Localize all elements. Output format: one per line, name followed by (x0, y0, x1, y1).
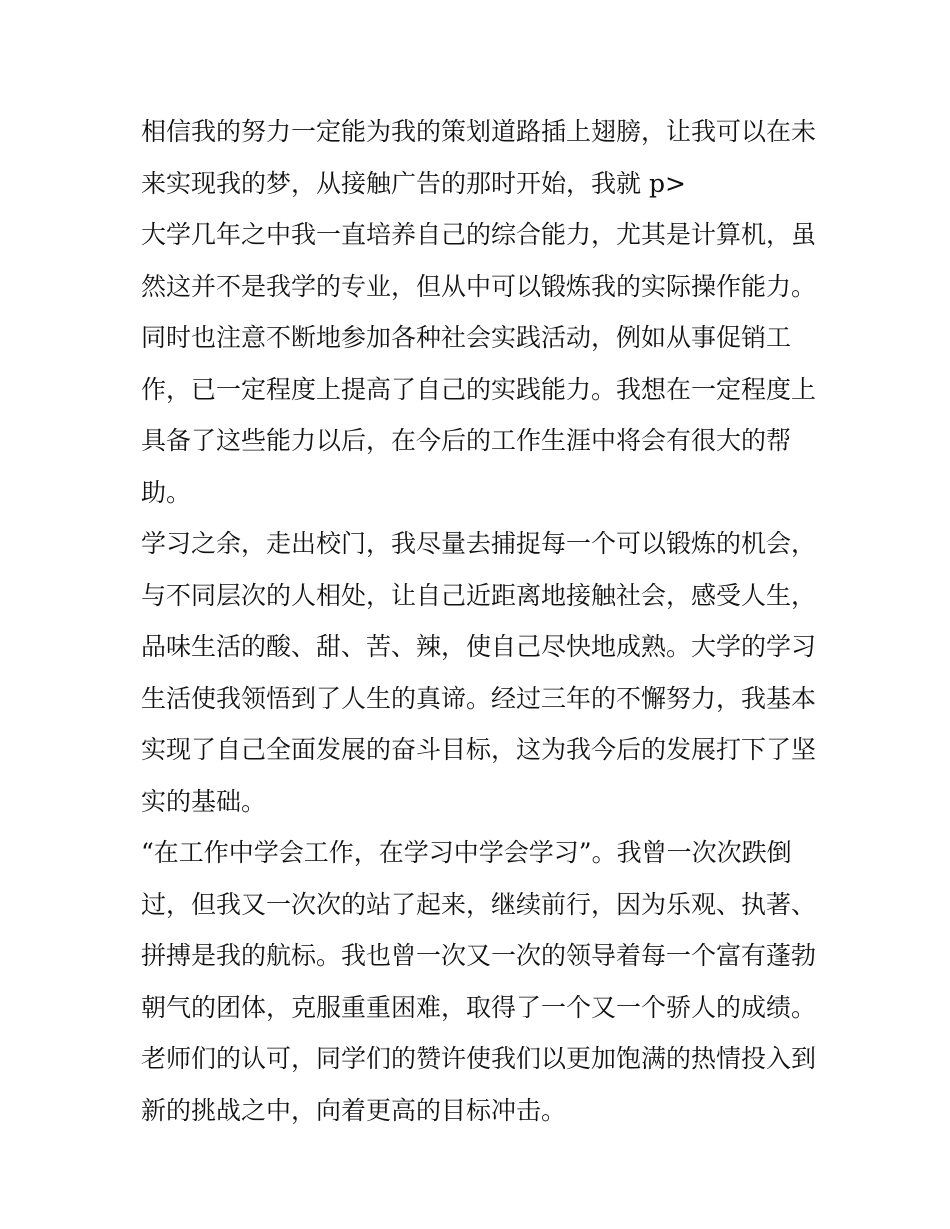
document-body (141, 106, 821, 1136)
text-line: “在工作中学会工作，在学习中学会学习”。我曾一次次跌倒 (141, 838, 792, 867)
text-line: 新的挑战之中，向着更高的目标冲击。 (141, 1095, 567, 1125)
text-line: 具备了这些能力以后，在今后的工作生涯中将会有很大的帮 (141, 426, 792, 455)
text-line: 相信我的努力一定能为我的策划道路插上翅膀，让我可以在未 (141, 117, 817, 146)
text-line: 朝气的团体，克服重重困难，取得了一个又一个骄人的成绩。 (141, 992, 817, 1022)
text-line: 老师们的认可，同学们的赞许使我们以更加饱满的热情投入到 (141, 1044, 817, 1073)
text-line: 然这并不是我学的专业，但从中可以锻炼我的实际操作能力。 (141, 271, 817, 301)
text-line: 与不同层次的人相处，让自己近距离地接触社会，感受人生， (141, 580, 817, 610)
text-line: 品味生活的酸、甜、苦、辣，使自己尽快地成熟。大学的学习 (141, 632, 817, 661)
text-line: 同时也注意不断地参加各种社会实践活动，例如从事促销工 (141, 323, 792, 352)
text-line: 大学几年之中我一直培养自己的综合能力，尤其是计算机，虽 (141, 220, 817, 249)
text-line: 学习之余，走出校门，我尽量去捕捉每一个可以锻炼的机会， (141, 529, 817, 558)
text-line: 生活使我领悟到了人生的真谛。经过三年的不懈努力，我基本 (141, 683, 817, 713)
text-line: 作，已一定程度上提高了自己的实践能力。我想在一定程度上 (141, 374, 817, 404)
text-line: 助。 (141, 477, 192, 507)
text-line: 来实现我的梦，从接触广告的那时开始，我就 p> (141, 168, 686, 198)
text-line: 实的基础。 (141, 786, 267, 816)
text-line: 过，但我又一次次的站了起来，继续前行，因为乐观、执著、 (141, 889, 817, 919)
text-line: 拼搏是我的航标。我也曾一次又一次的领导着每一个富有蓬勃 (141, 941, 817, 970)
text-line: 实现了自己全面发展的奋斗目标，这为我今后的发展打下了坚 (141, 735, 817, 764)
